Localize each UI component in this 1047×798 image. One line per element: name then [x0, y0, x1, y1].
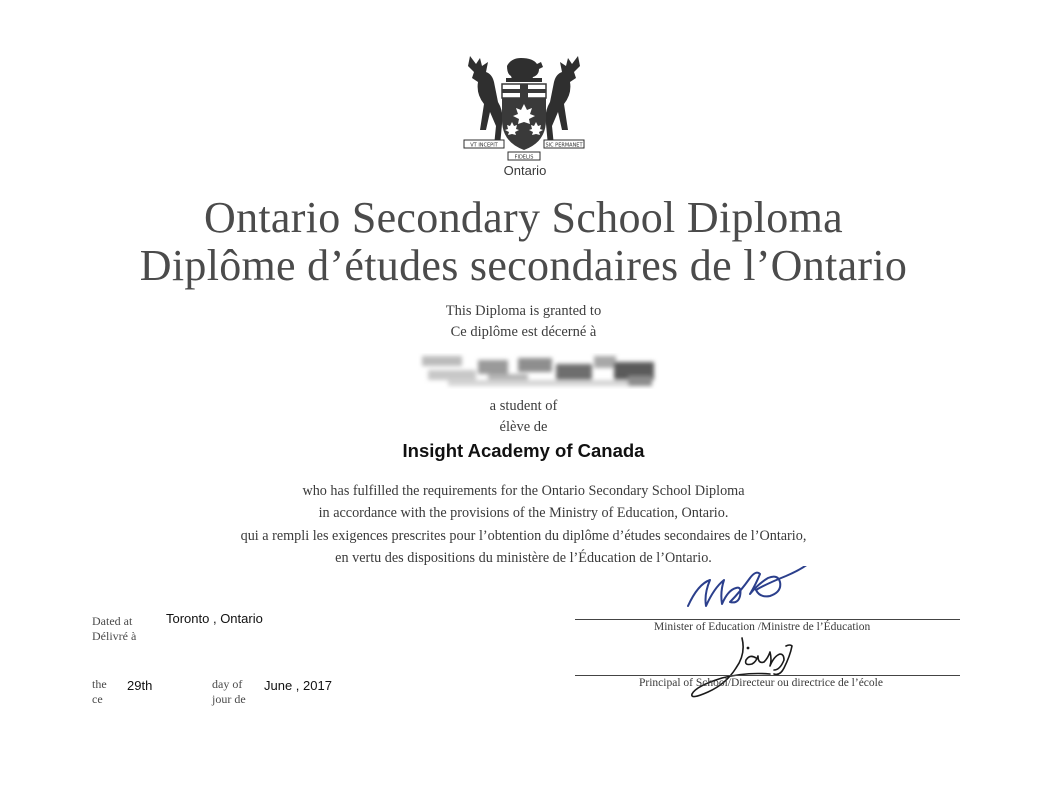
principal-signature [690, 632, 840, 704]
motto-left: VT INCEPIT [470, 142, 498, 149]
school-name: Insight Academy of Canada [402, 440, 645, 461]
minister-caption: Minister of Education /Ministre de l’Éducation [654, 621, 871, 633]
month-value: June , 2017 [264, 678, 332, 693]
month-label-french: jour de [212, 692, 246, 706]
granted-to-english: This Diploma is granted to [445, 303, 602, 319]
day-label [92, 677, 107, 707]
diploma-title-french: Diplôme d’études secondaires de l’Ontario [139, 241, 908, 290]
student-of-english: a student of [489, 398, 558, 414]
minister-signature-line [575, 619, 960, 620]
principal-caption: Principal of School/Directeur ou directrice de l’école [639, 677, 883, 689]
requirements-line-4: en vertu des dispositions du ministère de l’Éducation de l’Ontario. [335, 550, 712, 566]
day-value: 29th [127, 678, 153, 693]
requirements-line-1: who has fulfilled the requirements for the Ontario Secondary School Diploma [302, 483, 745, 499]
day-label-french: ce [92, 692, 103, 706]
motto-center: FIDELIS [514, 154, 534, 161]
ontario-coat-of-arms-icon [462, 52, 586, 164]
month-label-english: day of [212, 677, 243, 691]
dated-at-label-english: Dated at [92, 614, 133, 628]
granted-to-french: Ce diplôme est décerné à [450, 324, 597, 340]
day-label-english: the [92, 677, 107, 691]
motto-right: SIC PERMANET [545, 142, 583, 149]
dated-at-label [92, 614, 136, 644]
crest-label: Ontario [503, 163, 547, 178]
diploma-title-english: Ontario Secondary School Diploma [204, 193, 843, 242]
student-of-french: élève de [499, 419, 548, 435]
requirements-line-2: in accordance with the provisions of the Ministry of Education, Ontario. [318, 505, 729, 521]
redacted-recipient-name [418, 350, 664, 392]
dated-at-value: Toronto , Ontario [166, 611, 263, 626]
requirements-line-3: qui a rempli les exigences prescrites pour l’obtention du diplôme d’études secondaires de l’Ontario, [240, 528, 807, 544]
minister-signature [680, 566, 860, 616]
principal-signature-line [575, 675, 960, 676]
month-label [212, 677, 246, 707]
dated-at-label-french: Délivré à [92, 629, 137, 643]
